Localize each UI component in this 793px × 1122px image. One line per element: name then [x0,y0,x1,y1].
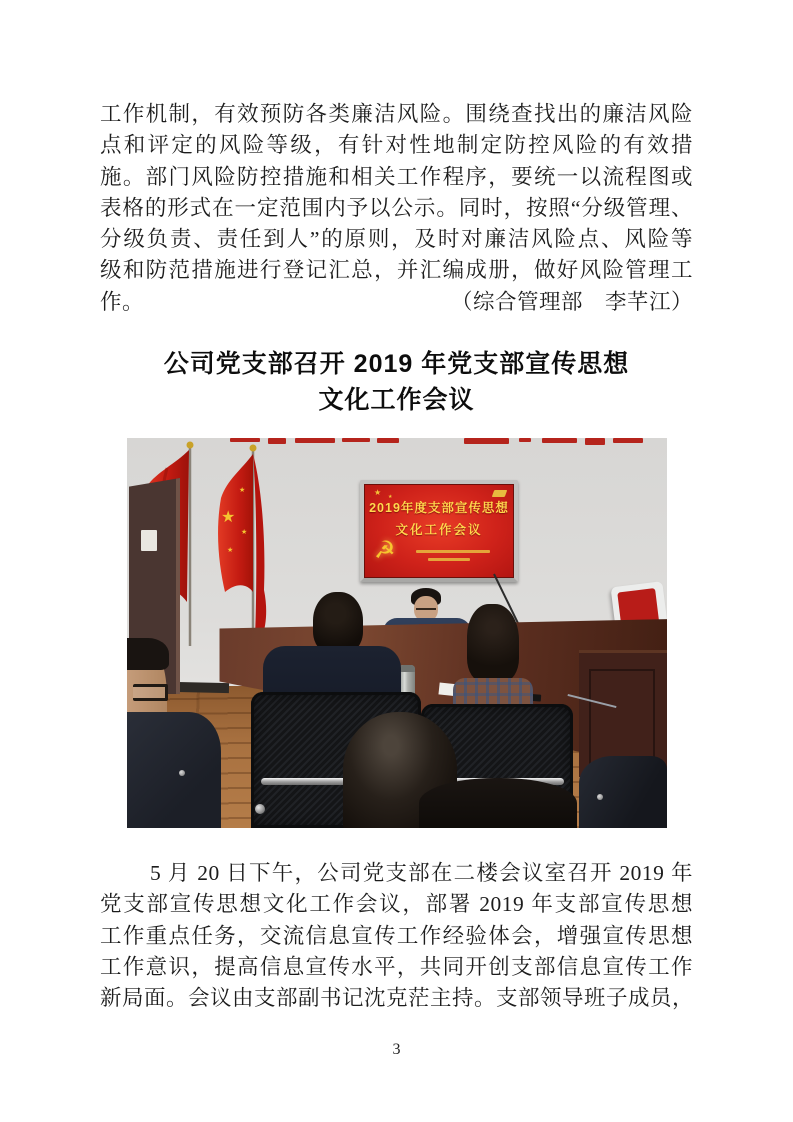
slide-title-line2: 文化工作会议 [395,523,483,537]
banner-text-fragment [268,438,286,444]
jacket-zipper-pull [597,794,603,800]
banner-text-fragment [464,438,509,444]
article-title-line2: 文化工作会议 [318,386,475,414]
banner-text-fragment [230,438,260,442]
paragraph-last-line [100,287,693,318]
jacket-zipper-pull [179,770,185,776]
paragraph-line-end: 作。 [100,289,145,314]
banner-text-fragment [585,438,605,445]
continued-paragraph [100,99,693,318]
svg-text:★: ★ [227,546,234,554]
foreground-attendee-jacket-right [579,756,667,828]
door-sign [141,530,157,551]
banner-text-fragment [342,438,370,442]
slide-title-line1: 2019年度支部宣传思想 [369,501,509,515]
meeting-photo [127,438,667,828]
right-flag-icon [211,440,303,650]
cabinet-panel [589,669,655,765]
banner-text-fragment [377,438,399,443]
svg-text:★: ★ [239,486,246,494]
paragraph-line: 点和评定的风险等级，有针对性地制定防控风险的有效措 [100,133,693,158]
paragraph-line: 工作机制，有效预防各类廉洁风险。围绕查找出的廉洁风险 [100,102,693,126]
foreground-attendee-glasses [133,684,168,701]
banner-text-fragment [542,438,577,443]
byline: （综合管理部 李芊江） [450,289,693,314]
article-body [100,858,693,1014]
paragraph-line: 新局面。会议由支部副书记沈克茫主持。支部领导班子成员， [100,986,695,1011]
slide-logo-mark [492,490,508,497]
paragraph-line: 工作重点任务，交流信息宣传工作经验体会，增强宣传思想 [100,923,693,948]
paragraph-line: 工作意识，提高信息宣传水平，共同开创支部信息宣传工作 [100,954,693,979]
paragraph-line: 分级负责、责任到人”的原则，及时对廉洁风险点、风险等 [100,227,693,252]
slide-star-decoration-icon: ★ [388,494,393,500]
banner-text-fragment [519,438,531,442]
chair-knob [255,804,265,814]
party-emblem-icon: ☭ [374,536,396,564]
paragraph-line: 级和防范措施进行登记汇总，并汇编成册，做好风险管理工 [100,258,693,283]
paragraph-line: 5 月 20 日下午，公司党支部在二楼会议室召开 2019 年 [150,861,693,885]
paragraph-line: 表格的形式在一定范围内予以公示。同时，按照“分级管理、 [100,195,693,220]
tv-screen [360,480,518,582]
article-title-line1: 公司党支部召开 2019 年党支部宣传思想 [163,350,630,378]
slide-star-decoration-icon: ★ [374,488,382,497]
attendee-suit-head [313,592,363,654]
paragraph-line: 施。部门风险防控措施和相关工作程序，要统一以流程图或 [100,164,693,189]
slide-subtext-bar [416,550,490,553]
svg-text:★: ★ [241,528,248,536]
attendee-plaid-head [467,604,519,682]
water-bottle-cap [399,665,415,672]
speaker-glasses [416,604,436,610]
page-number: 3 [392,1041,401,1058]
paragraph-line: 党支部宣传思想文化工作会议，部署 2019 年支部宣传思想 [100,892,693,917]
foreground-attendee-hair [127,638,169,670]
article-title [0,346,793,418]
svg-text:★: ★ [221,507,236,526]
foreground-attendee-jacket [127,712,221,828]
foreground-attendee-head [419,778,577,828]
slide-subtext-bar [428,558,470,561]
banner-text-fragment [295,438,335,443]
banner-text-fragment [613,438,643,443]
